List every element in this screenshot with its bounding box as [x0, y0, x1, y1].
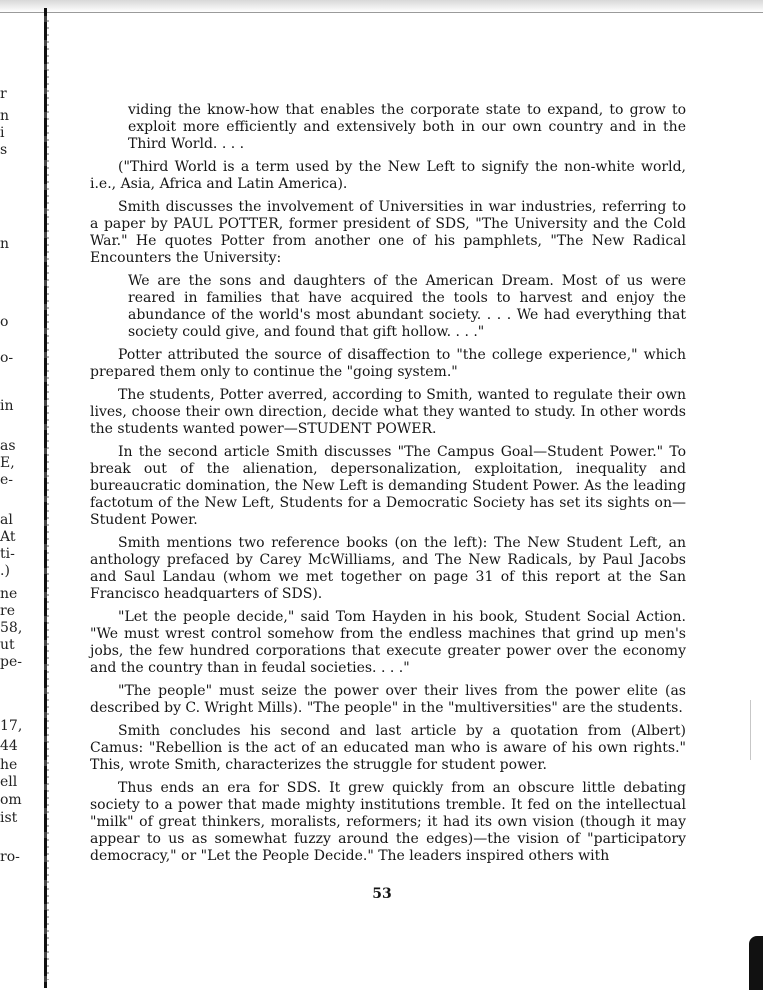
left-margin-fragment: al — [0, 512, 13, 528]
left-margin-fragment: r — [0, 86, 7, 102]
left-margin-fragment: At — [0, 529, 16, 545]
paragraph-reference-books: Smith mentions two reference books (on the left): The New Student Left, an anthology prefaced by Carey McWilliams, and The New Radicals, by Paul Jacobs and Saul Landau (whom we met together on page 31 of this report at the San Francisco headquarters of SDS). — [90, 535, 686, 602]
binding-edge — [0, 0, 763, 13]
left-margin-fragment: in — [0, 398, 14, 414]
left-margin-fragment: pe- — [0, 654, 22, 670]
binding-shadow — [749, 936, 763, 990]
gutter-texture — [47, 20, 49, 980]
left-margin-fragment: i — [0, 125, 5, 141]
edge-mark — [750, 700, 757, 760]
left-margin-fragment: e- — [0, 472, 14, 488]
left-margin-fragment: ti- — [0, 546, 15, 562]
left-margin-fragment: n — [0, 236, 10, 252]
left-margin-fragment: o- — [0, 350, 14, 366]
paragraph-era-ends: Thus ends an era for SDS. It grew quickly from an obscure little debating society to a power that made mighty institutions tremble. It fed on the intellectual "milk" of great thinkers, moralists, reformers; it had its own vision (though it may appear to us as somewhat fuzzy around the edges)—the vision of "participatory democracy," or "Let the People Decide." The leaders inspired others with — [90, 780, 686, 864]
left-margin-fragment: ell — [0, 774, 18, 790]
paragraph-third-world-definition: ("Third World is a term used by the New Left to signify the non-white world, i.e., Asia, Africa and Latin America). — [90, 159, 686, 192]
paragraph-potter-reference: Smith discusses the involvement of Universities in war industries, referring to a paper by PAUL POTTER, former president of SDS, "The University and the Cold War." He quotes Potter from another one of his pamphlets, "The New Radical Encounters the University: — [90, 199, 686, 266]
left-margin-fragment: 58, — [0, 620, 23, 636]
left-margin-fragment: 17, — [0, 718, 23, 734]
paragraph-student-power: The students, Potter averred, according to Smith, wanted to regulate their own lives, choose their own direction, decide what they wanted to study. In other words the students wanted power—STUDENT POWER. — [90, 387, 686, 437]
left-margin-fragment: he — [0, 757, 18, 773]
left-margin-fragment: ne — [0, 586, 18, 602]
left-margin-fragment: o — [0, 314, 9, 330]
left-margin-fragment: re — [0, 603, 15, 619]
left-margin-fragment: n — [0, 108, 10, 124]
left-margin-fragment: ut — [0, 637, 15, 653]
quote-third-world: viding the know-how that enables the corporate state to expand, to grow to exploit more efficiently and extensively both in our own country and in the Third World. . . . — [128, 102, 686, 152]
paragraph-power-elite: "The people" must seize the power over their lives from the power elite (as described by C. Wright Mills). "The people" in the "multiversities" are the students. — [90, 683, 686, 716]
paragraph-disaffection: Potter attributed the source of disaffection to "the college experience," which prepared them only to continue the "going system." — [90, 347, 686, 380]
paragraph-campus-goal: In the second article Smith discusses "The Campus Goal—Student Power." To break out of the alienation, depersonalization, exploitation, inequality and bureaucratic domination, the New Left is demanding Student Power. As the leading factotum of the New Left, Students for a Democratic Society has set its sights on—Student Power. — [90, 444, 686, 528]
left-margin-fragment: E, — [0, 455, 15, 471]
quote-american-dream: We are the sons and daughters of the American Dream. Most of us were reared in families that have acquired the tools to harvest and enjoy the abundance of the world's most abundant society. . . . We had everything that society could give, and found that gift hollow. . . ." — [128, 273, 686, 340]
left-margin-fragment: .) — [0, 563, 10, 579]
page-number: 53 — [372, 886, 392, 902]
left-margin-fragment: ist — [0, 810, 18, 826]
paragraph-hayden-quote: "Let the people decide," said Tom Hayden in his book, Student Social Action. "We must wrest control somehow from the endless machines that grind up men's jobs, the few hundred corporations that execute greater power over the economy and the country than in feudal societies. . . ." — [90, 609, 686, 676]
left-margin-fragment: as — [0, 438, 16, 454]
paragraph-camus-quote: Smith concludes his second and last article by a quotation from (Albert) Camus: "Rebellion is the act of an educated man who is aware of his own rights." This, wrote Smith, characterizes the struggle for student power. — [90, 723, 686, 773]
left-margin-fragment: 44 — [0, 738, 18, 754]
left-margin-fragment: s — [0, 142, 8, 158]
left-margin-fragment: om — [0, 792, 22, 808]
left-margin-fragment: ro- — [0, 849, 20, 865]
document-body — [90, 102, 686, 871]
